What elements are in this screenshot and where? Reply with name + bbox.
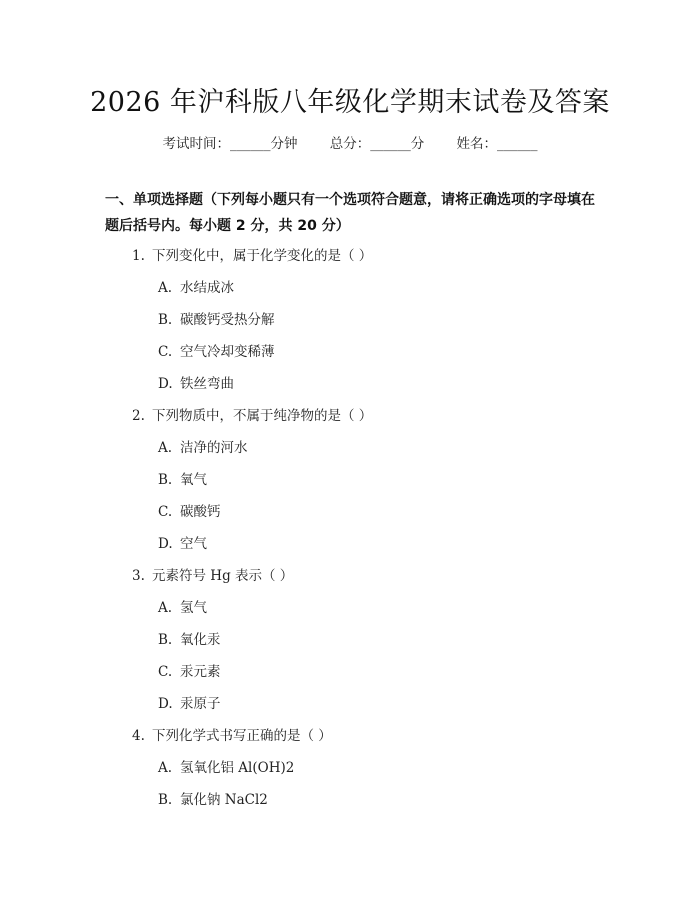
option-1b	[158, 308, 275, 328]
total-score-field: 总分：______分	[329, 136, 425, 152]
option-letter: A.	[158, 440, 173, 456]
option-letter: D.	[158, 376, 173, 392]
option-letter: B.	[158, 792, 173, 808]
option-3c	[158, 660, 221, 680]
option-text: 氢气	[180, 600, 207, 616]
student-name-field: 姓名：______	[456, 136, 538, 152]
option-text: 氢氧化铝 Al(OH)2	[180, 760, 295, 776]
option-3a	[158, 596, 207, 616]
option-2a	[158, 436, 248, 456]
option-1a	[158, 276, 234, 296]
option-4b	[158, 788, 268, 808]
exam-info-line	[0, 132, 700, 152]
question-number: 4.	[132, 728, 145, 744]
question-1	[132, 244, 372, 264]
option-2c	[158, 500, 221, 520]
option-text: 汞原子	[180, 696, 221, 712]
option-letter: C.	[158, 344, 173, 360]
option-text: 空气冷却变稀薄	[180, 344, 275, 360]
option-3d	[158, 692, 221, 712]
option-letter: A.	[158, 600, 173, 616]
option-letter: B.	[158, 632, 173, 648]
option-text: 空气	[180, 536, 207, 552]
question-number: 3.	[132, 568, 145, 584]
option-letter: A.	[158, 280, 173, 296]
question-text: 下列物质中，不属于纯净物的是（ ）	[152, 408, 373, 424]
option-1c	[158, 340, 275, 360]
option-letter: A.	[158, 760, 173, 776]
option-text: 氧化汞	[180, 632, 221, 648]
option-letter: B.	[158, 312, 173, 328]
question-text: 下列化学式书写正确的是（ ）	[152, 728, 332, 744]
option-letter: C.	[158, 664, 173, 680]
exam-time-field: 考试时间：______分钟	[162, 136, 298, 152]
question-text: 元素符号 Hg 表示（ ）	[152, 568, 294, 584]
option-2d	[158, 532, 207, 552]
option-1d	[158, 372, 234, 392]
option-text: 氯化钠 NaCl2	[180, 792, 268, 808]
option-letter: D.	[158, 696, 173, 712]
option-text: 汞元素	[180, 664, 221, 680]
option-text: 碳酸钙受热分解	[180, 312, 275, 328]
question-text: 下列变化中，属于化学变化的是（ ）	[152, 248, 373, 264]
option-2b	[158, 468, 207, 488]
question-2	[132, 404, 372, 424]
option-text: 碳酸钙	[180, 504, 221, 520]
option-text: 洁净的河水	[180, 440, 248, 456]
option-letter: D.	[158, 536, 173, 552]
section-heading: 一、单项选择题（下列每小题只有一个选项符合题意，请将正确选项的字母填在题后括号内。每小题 2 分，共 20 分）	[105, 192, 595, 234]
page-title: 2026 年沪科版八年级化学期末试卷及答案	[90, 87, 610, 118]
option-letter: C.	[158, 504, 173, 520]
option-4a	[158, 756, 294, 776]
option-text: 氧气	[180, 472, 207, 488]
option-text: 水结成冰	[180, 280, 234, 296]
question-3	[132, 564, 293, 584]
question-number: 1.	[132, 248, 145, 264]
option-3b	[158, 628, 221, 648]
option-letter: B.	[158, 472, 173, 488]
question-number: 2.	[132, 408, 145, 424]
question-4	[132, 724, 332, 744]
option-text: 铁丝弯曲	[180, 376, 234, 392]
